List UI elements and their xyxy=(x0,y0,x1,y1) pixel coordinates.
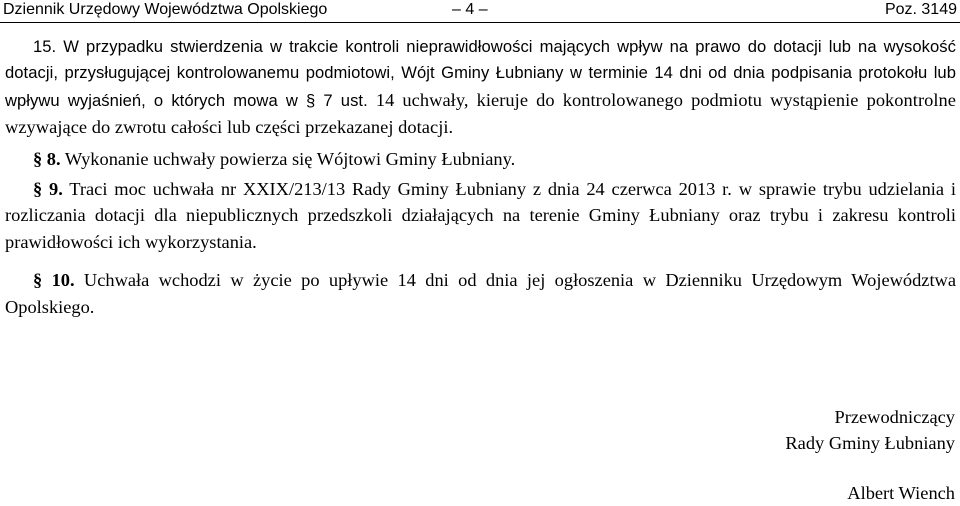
section-8-number: § 8. xyxy=(33,148,61,169)
section-8-text: Wykonanie uchwały powierza się Wójtowi Gminy Łubniany. xyxy=(60,148,516,169)
section-9-text: Traci moc uchwała nr XXIX/213/13 Rady Gminy Łubniany z dnia 24 czerwca 2013 r. w sprawie trybu udzielania i rozliczania dotacji dla niepublicznych przedszkoli działających na terenie Gminy Łubniany oraz trybu i zakresu kontroli prawidłowości ich wykorzystania. xyxy=(5,179,956,252)
section-9 xyxy=(5,176,956,255)
document-body xyxy=(5,34,956,320)
paragraph-15-text: 15. W przypadku stwierdzenia w trakcie kontroli nieprawidłowości mających wpływ na prawo do dotacji lub na wysokość dotacji, przysługującej kontrolowanemu podmiotowi, Wójt Gminy Łubniany w terminie 14 dni od dnia podpisania protokołu lub wpływu wyjaśnień, o których mowa w § 7 ust. xyxy=(5,37,956,110)
section-9-number: § 9. xyxy=(33,179,63,200)
section-10-text: Uchwała wchodzi w życie po upływie 14 dni od dnia jej ogłoszenia w Dzienniku Urzędowym Województwa Opolskiego. xyxy=(5,270,957,317)
section-10 xyxy=(5,267,956,320)
page-number: – 4 – xyxy=(452,1,488,18)
section-10-number: § 10. xyxy=(33,270,75,291)
paragraph-15-tail: 14 uchwały, kieruje do kontrolowanego podmiotu wystąpienie pokontrolne wzywające do zwrotu całości lub części przekazanej dotacji. xyxy=(5,89,956,138)
signature-name: Albert Wiench xyxy=(847,483,955,503)
section-8 xyxy=(5,146,956,172)
header-divider xyxy=(0,22,960,23)
journal-title: Dziennik Urzędowy Województwa Opolskiego xyxy=(3,1,328,18)
signature-title-line2: Rady Gminy Łubniany xyxy=(785,433,955,453)
signature-block xyxy=(785,404,955,506)
signature-title-line1: Przewodniczący xyxy=(834,407,955,427)
paragraph-15 xyxy=(5,34,956,142)
page-header xyxy=(0,0,960,24)
position-number: Poz. 3149 xyxy=(884,1,957,18)
